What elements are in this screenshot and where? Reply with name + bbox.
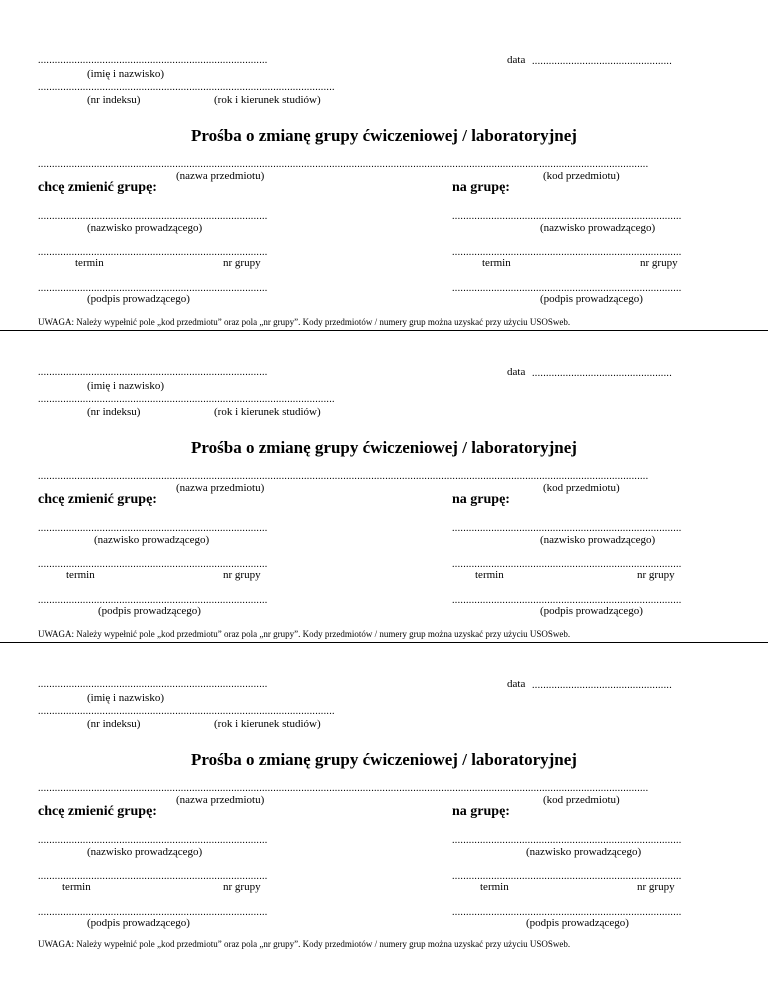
- from-term-label: termin: [66, 569, 95, 581]
- index-label: (nr indeksu): [87, 406, 141, 418]
- from-signature-field[interactable]: ..................................................................................: [38, 908, 268, 918]
- form-title: Prośba o zmianę grupy ćwiczeniowej / laboratoryjnej: [191, 750, 577, 769]
- name-field[interactable]: ..................................................................................: [38, 680, 268, 690]
- study-label: (rok i kierunek studiów): [214, 94, 321, 106]
- date-label: data: [507, 54, 526, 66]
- change-to-heading: na grupę:: [452, 804, 510, 819]
- subject-code-label: (kod przedmiotu): [543, 170, 620, 182]
- to-teacher-field[interactable]: ..................................................................................: [452, 836, 682, 846]
- from-term-group-field[interactable]: ..................................................................................: [38, 560, 268, 570]
- change-from-heading: chcę zmienić grupę:: [38, 492, 157, 507]
- date-field[interactable]: ..................................................: [532, 57, 672, 67]
- change-to-heading: na grupę:: [452, 492, 510, 507]
- to-term-group-field[interactable]: ..................................................................................: [452, 248, 682, 258]
- to-term-group-field[interactable]: ..................................................................................: [452, 560, 682, 570]
- request-slip-1: [0, 0, 768, 330]
- from-signature-label: (podpis prowadzącego): [98, 605, 201, 617]
- from-teacher-label: (nazwisko prowadzącego): [87, 846, 203, 858]
- index-label: (nr indeksu): [87, 94, 141, 106]
- to-signature-label: (podpis prowadzącego): [526, 917, 629, 929]
- subject-code-label: (kod przedmiotu): [543, 794, 620, 806]
- study-label: (rok i kierunek studiów): [214, 718, 321, 730]
- to-group-label: nr grupy: [637, 881, 675, 893]
- to-signature-field[interactable]: ..................................................................................: [452, 908, 682, 918]
- subject-field[interactable]: ..........................................................................................................................................................................................................................: [38, 160, 649, 170]
- to-signature-field[interactable]: ..................................................................................: [452, 284, 682, 294]
- from-teacher-field[interactable]: ..................................................................................: [38, 836, 268, 846]
- name-label: (imię i nazwisko): [87, 68, 164, 80]
- to-signature-label: (podpis prowadzącego): [540, 605, 643, 617]
- date-label: data: [507, 366, 526, 378]
- to-signature-label: (podpis prowadzącego): [540, 293, 643, 305]
- request-slip-2: [0, 312, 768, 642]
- to-teacher-field[interactable]: ..................................................................................: [452, 524, 682, 534]
- study-label: (rok i kierunek studiów): [214, 406, 321, 418]
- from-term-label: termin: [75, 257, 104, 269]
- to-group-label: nr grupy: [637, 569, 675, 581]
- date-label: data: [507, 678, 526, 690]
- subject-name-label: (nazwa przedmiotu): [176, 482, 265, 494]
- change-from-heading: chcę zmienić grupę:: [38, 804, 157, 819]
- index-label: (nr indeksu): [87, 718, 141, 730]
- note: UWAGA: Należy wypełnić pole „kod przedmiotu” oraz pola „nr grupy”. Kody przedmiotów / numery grup można uzyskać przy użyciu USOSweb.: [38, 629, 571, 639]
- date-field[interactable]: ..................................................: [532, 369, 672, 379]
- to-signature-field[interactable]: ..................................................................................: [452, 596, 682, 606]
- subject-name-label: (nazwa przedmiotu): [176, 170, 265, 182]
- change-from-heading: chcę zmienić grupę:: [38, 180, 157, 195]
- to-term-label: termin: [475, 569, 504, 581]
- date-field[interactable]: ..................................................: [532, 681, 672, 691]
- to-term-label: termin: [480, 881, 509, 893]
- form-title: Prośba o zmianę grupy ćwiczeniowej / laboratoryjnej: [191, 438, 577, 457]
- from-group-label: nr grupy: [223, 881, 261, 893]
- from-group-label: nr grupy: [223, 569, 261, 581]
- from-teacher-field[interactable]: ..................................................................................: [38, 212, 268, 222]
- note: UWAGA: Należy wypełnić pole „kod przedmiotu” oraz pola „nr grupy”. Kody przedmiotów / numery grup można uzyskać przy użyciu USOSweb.: [38, 317, 571, 327]
- from-signature-field[interactable]: ..................................................................................: [38, 284, 268, 294]
- from-group-label: nr grupy: [223, 257, 261, 269]
- name-label: (imię i nazwisko): [87, 380, 164, 392]
- subject-field[interactable]: ..........................................................................................................................................................................................................................: [38, 784, 649, 794]
- change-to-heading: na grupę:: [452, 180, 510, 195]
- form-title: Prośba o zmianę grupy ćwiczeniowej / laboratoryjnej: [191, 126, 577, 145]
- to-term-label: termin: [482, 257, 511, 269]
- subject-name-label: (nazwa przedmiotu): [176, 794, 265, 806]
- from-signature-label: (podpis prowadzącego): [87, 917, 190, 929]
- from-signature-label: (podpis prowadzącego): [87, 293, 190, 305]
- name-field[interactable]: ..................................................................................: [38, 368, 268, 378]
- from-teacher-field[interactable]: ..................................................................................: [38, 524, 268, 534]
- to-teacher-label: (nazwisko prowadzącego): [526, 846, 642, 858]
- to-teacher-field[interactable]: ..................................................................................: [452, 212, 682, 222]
- subject-code-label: (kod przedmiotu): [543, 482, 620, 494]
- from-teacher-label: (nazwisko prowadzącego): [87, 222, 203, 234]
- from-term-group-field[interactable]: ..................................................................................: [38, 872, 268, 882]
- note: UWAGA: Należy wypełnić pole „kod przedmiotu” oraz pola „nr grupy”. Kody przedmiotów / numery grup można uzyskać przy użyciu USOSweb.: [38, 939, 571, 949]
- to-teacher-label: (nazwisko prowadzącego): [540, 534, 656, 546]
- to-teacher-label: (nazwisko prowadzącego): [540, 222, 656, 234]
- from-term-group-field[interactable]: ..................................................................................: [38, 248, 268, 258]
- from-teacher-label: (nazwisko prowadzącego): [94, 534, 210, 546]
- to-group-label: nr grupy: [640, 257, 678, 269]
- index-study-field[interactable]: ..........................................................................................................: [38, 707, 335, 717]
- name-label: (imię i nazwisko): [87, 692, 164, 704]
- from-signature-field[interactable]: ..................................................................................: [38, 596, 268, 606]
- from-term-label: termin: [62, 881, 91, 893]
- to-term-group-field[interactable]: ..................................................................................: [452, 872, 682, 882]
- name-field[interactable]: ..................................................................................: [38, 56, 268, 66]
- request-slip-3: [0, 624, 768, 954]
- subject-field[interactable]: ..........................................................................................................................................................................................................................: [38, 472, 649, 482]
- index-study-field[interactable]: ..........................................................................................................: [38, 83, 335, 93]
- index-study-field[interactable]: ..........................................................................................................: [38, 395, 335, 405]
